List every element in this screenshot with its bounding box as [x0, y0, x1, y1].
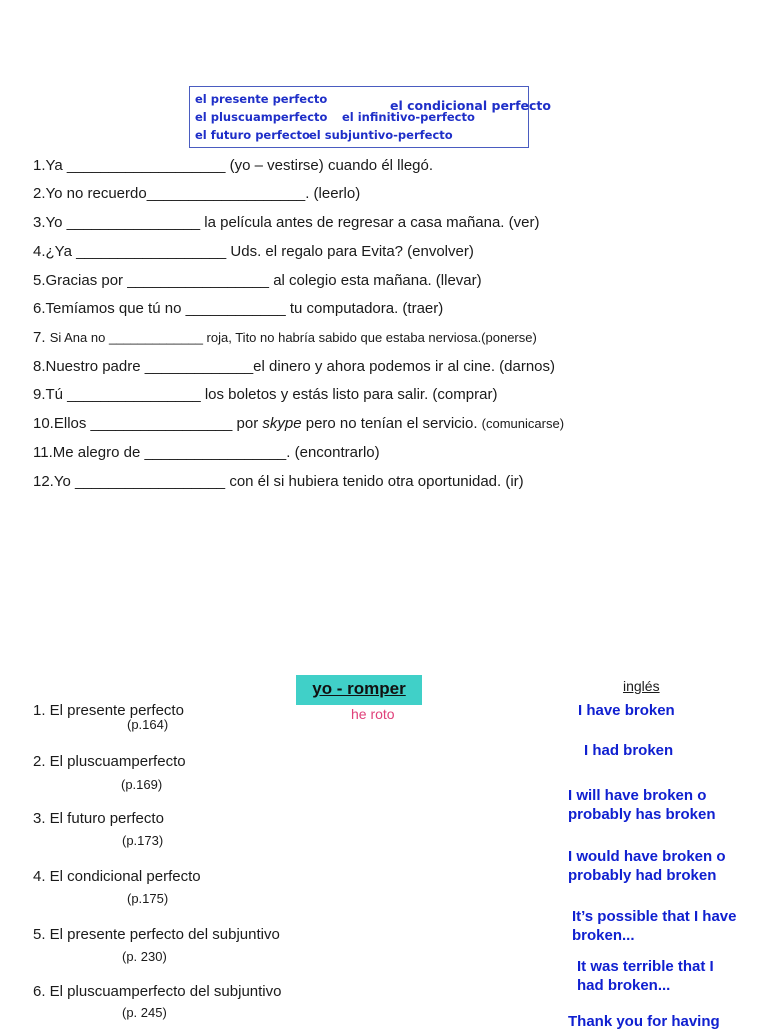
tense-item: el condicional perfecto	[390, 98, 551, 113]
tense-item: el futuro perfecto	[195, 128, 310, 142]
page-reference: (p.173)	[122, 833, 164, 848]
tense-item: el pluscuamperfecto	[195, 110, 328, 124]
tense-name: 5. El presente perfecto del subjuntivo	[33, 926, 280, 943]
tense-name: 1. El presente perfecto	[33, 702, 184, 719]
page-reference: (p.175)	[127, 891, 169, 906]
exercise-line: 10.Ellos _________________ por skype pero no tenían el servicio. (comunicarse)	[33, 415, 565, 432]
tense-name: 3. El futuro perfecto	[33, 810, 164, 827]
page-reference: (p.164)	[127, 717, 169, 732]
tense-name: 6. El pluscuamperfecto del subjuntivo	[33, 983, 282, 1000]
english-translation: It was terrible that I had broken...	[577, 958, 714, 994]
exercise-line: 9.Tú ________________ los boletos y estás listo para salir. (comprar)	[33, 386, 498, 403]
exercise-line: 11.Me alegro de _________________. (encontrarlo)	[33, 444, 380, 461]
exercise-line: 6.Temíamos que tú no ____________ tu computadora. (traer)	[33, 300, 444, 317]
exercise-line: 7. Si Ana no _____________ roja, Tito no habría sabido que estaba nerviosa.(ponerse)	[33, 329, 537, 346]
english-translation: I had broken	[584, 742, 674, 759]
english-translation: It’s possible that I have broken...	[572, 908, 737, 944]
tense-name: 4. El condicional perfecto	[33, 868, 201, 885]
tense-name: 2. El pluscuamperfecto	[33, 753, 186, 770]
exercise-line: 1.Ya ___________________ (yo – vestirse) cuando él llegó.	[33, 157, 434, 174]
tense-item: el presente perfecto	[195, 92, 328, 106]
verb-header-text: yo - romper	[312, 679, 406, 698]
exercise-line: 8.Nuestro padre _____________el dinero y ahora podemos ir al cine. (darnos)	[33, 358, 556, 375]
english-translation: I have broken	[578, 702, 675, 719]
exercise-line: 2.Yo no recuerdo___________________. (leerlo)	[33, 185, 361, 202]
example-conjugation: he roto	[351, 706, 395, 722]
page-reference: (p. 230)	[122, 949, 167, 964]
exercise-line: 3.Yo ________________ la película antes de regresar a casa mañana. (ver)	[33, 214, 540, 231]
page-reference: (p. 245)	[122, 1005, 167, 1020]
page-reference: (p.169)	[121, 777, 163, 792]
tense-item: el subjuntivo-perfecto	[309, 128, 453, 142]
tense-item: el infinitivo-perfecto	[342, 110, 475, 124]
english-translation: I will have broken o probably has broken	[568, 787, 716, 823]
verb-header	[296, 675, 422, 705]
english-translation: I would have broken o probably had broken	[568, 848, 726, 884]
english-column-label: inglés	[623, 678, 660, 694]
tense-list-box	[189, 86, 551, 148]
exercise-line: 5.Gracias por _________________ al colegio esta mañana. (llevar)	[33, 272, 482, 289]
english-translation: Thank you for having	[568, 1013, 720, 1030]
exercise-line: 4.¿Ya __________________ Uds. el regalo para Evita? (envolver)	[33, 243, 474, 260]
exercise-line: 12.Yo __________________ con él si hubiera tenido otra oportunidad. (ir)	[33, 473, 524, 490]
